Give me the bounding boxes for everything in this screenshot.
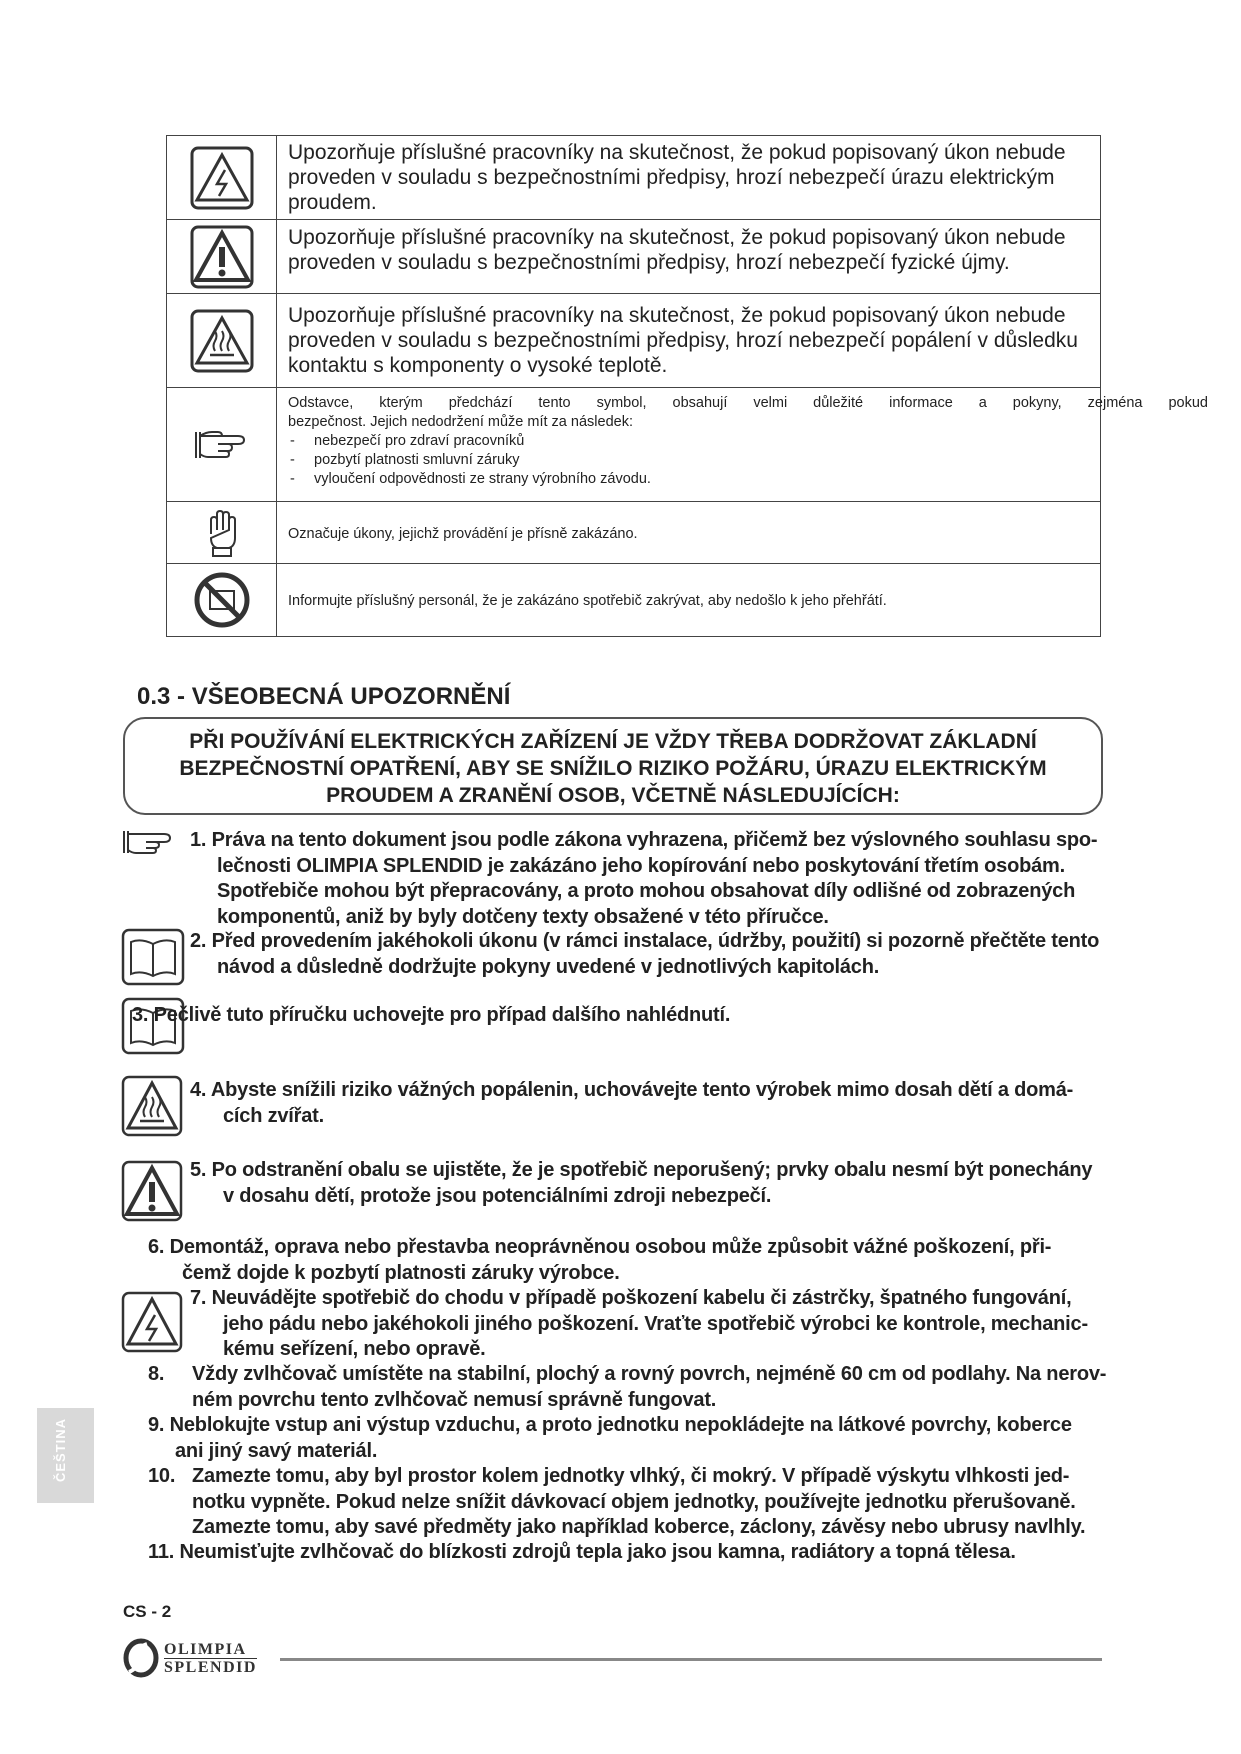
- row4-line1: Odstavce, kterým předchází tento symbol, obsahují velmi důležité informace a pokyny, zejména pokud: [288, 395, 1208, 411]
- symbol-row-hot: [167, 294, 1100, 388]
- pointing-hand-icon: [121, 829, 183, 855]
- row5-text: Označuje úkony, jejichž provádění je přísně zakázáno.: [288, 526, 638, 542]
- list-item: 2. Před provedením jakéhokoli úkonu (v rámci instalace, údržby, použití) si pozorně přečtěte tento návod a důsledně dodržujte pokyny uvedené v jednotlivých kapitolách.: [190, 930, 1100, 978]
- symbol-row-do-not-cover: [167, 564, 1100, 636]
- box-line: PROUDEM A ZRANĚNÍ OSOB, VČETNĚ NÁSLEDUJÍCÍCH:: [326, 784, 900, 807]
- row4-line2: bezpečnost. Jejich nedodržení může mít za následek:: [288, 414, 633, 430]
- row1-line1: Upozorňuje příslušné pracovníky na skutečnost, že pokud popisovaný úkon nebude: [288, 141, 1066, 164]
- section-title: 0.3 - VŠEOBECNÁ UPOZORNĚNÍ: [137, 683, 511, 710]
- list-item: 7. Neuvádějte spotřebič do chodu v případě poškození kabelu či zástrčky, špatného fungování, jeho pádu nebo jakéhokoli jiného poškození. Vraťte spotřebič výrobci ke kontrole, mechanic- kému seřízení, nebo opravě.: [190, 1287, 1088, 1360]
- list-item: 3. Pečlivě tuto příručku uchovejte pro případ dalšího nahlédnutí.: [132, 1004, 731, 1026]
- list-item: 11. Neumisťujte zvlhčovač do blízkosti zdrojů tepla jako jsou kamna, radiátory a topná tělesa.: [148, 1541, 1016, 1563]
- list-item: 5. Po odstranění obalu se ujistěte, že je spotřebič neporušený; prvky obalu nesmí být ponechány v dosahu dětí, protože jsou potenciálními zdroji nebezpečí.: [190, 1159, 1093, 1207]
- row4-item: - pozbytí platnosti smluvní záruky: [288, 451, 1208, 470]
- row2-line2: proveden v souladu s bezpečnostními předpisy, hrozí nebezpečí fyzické újmy.: [288, 251, 1010, 274]
- box-line: PŘI POUŽÍVÁNÍ ELEKTRICKÝCH ZAŘÍZENÍ JE VŽDY TŘEBA DODRŽOVAT ZÁKLADNÍ: [189, 730, 1037, 753]
- row2-line1: Upozorňuje příslušné pracovníky na skutečnost, že pokud popisovaný úkon nebude: [288, 226, 1066, 249]
- warning-icon: [121, 1160, 183, 1222]
- page-number: CS - 2: [123, 1602, 172, 1621]
- box-line: BEZPEČNOSTNÍ OPATŘENÍ, ABY SE SNÍŽILO RIZIKO POŽÁRU, ÚRAZU ELEKTRICKÝM: [179, 757, 1047, 780]
- symbol-legend-table: [166, 135, 1208, 637]
- warning-icon: [190, 225, 254, 289]
- row1-line3: proudem.: [288, 191, 377, 214]
- row1-line2: proveden v souladu s bezpečnostními předpisy, hrozí nebezpečí úrazu elektrickým: [288, 166, 1055, 189]
- read-manual-icon: [121, 928, 185, 986]
- list-item: 8. Vždy zvlhčovač umístěte na stabilní, plochý a rovný povrch, nejméně 60 cm od podlahy. Na nerov- ném povrchu tento zvlhčovač nemusí správně fungovat.: [148, 1363, 1107, 1411]
- symbol-row-forbidden: [167, 502, 1100, 564]
- symbol-row-electric: [167, 136, 1100, 220]
- row3-line2: proveden v souladu s bezpečnostními předpisy, hrozí nebezpečí popálení v důsledku: [288, 329, 1078, 352]
- do-not-cover-icon: [193, 571, 251, 629]
- list-item: 9. Neblokujte vstup ani výstup vzduchu, a proto jednotku nepokládejte na látkové povrchy, koberce ani jiný savý materiál.: [148, 1414, 1072, 1462]
- electric-hazard-icon: [190, 146, 254, 210]
- row3-line3: kontaktu s komponenty o vysoké teplotě.: [288, 354, 668, 377]
- language-tab: ČEŠTINA: [37, 1408, 94, 1503]
- list-item: 10. Zamezte tomu, aby byl prostor kolem jednotky vlhký, či mokrý. V případě výskytu vlhkosti jed- notku vypněte. Pokud nelze snížit dávkovací objem jednotky, používejte jednotku přerušovaně. Zamezte tomu, aby savé předměty jako například koberce, záclony, závěsy nebo ubrusy navlhly.: [148, 1465, 1086, 1538]
- pointing-hand-icon: [192, 428, 252, 462]
- symbol-row-important: [167, 388, 1208, 502]
- olimpia-splendid-logo: OLIMPIA SPLENDID: [121, 1638, 257, 1678]
- electric-hazard-icon: [121, 1291, 183, 1353]
- stop-hand-icon: [205, 508, 239, 558]
- hot-surface-icon: [121, 1075, 183, 1137]
- list-item: 6. Demontáž, oprava nebo přestavba neoprávněnou osobou může způsobit vážné poškození, při- čemž dojde k pozbytí platnosti záruky výrobce.: [148, 1236, 1052, 1284]
- symbol-row-hazard: [167, 220, 1100, 294]
- list-item: 1. Práva na tento dokument jsou podle zákona vyhrazena, přičemž bez výslovného souhlasu spo- lečnosti OLIMPIA SPLENDID je zakázáno jeho kopírování nebo poskytování třetím osobám. Spotřebiče mohou být přepracovány, a proto mohou obsahovat díly odlišné od zobrazených komponentů, aniž by byly dotčeny texty obsažené v této příručce.: [190, 829, 1098, 928]
- logo-mark-icon: [121, 1638, 161, 1678]
- hot-surface-icon: [190, 309, 254, 373]
- footer-rule: [280, 1658, 1102, 1661]
- row6-text: Informujte příslušný personál, že je zakázáno spotřebič zakrývat, aby nedošlo k jeho přehřátí.: [288, 593, 887, 609]
- row4-item: - nebezpečí pro zdraví pracovníků: [288, 432, 1208, 451]
- list-item: 4. Abyste snížili riziko vážných popálenin, uchovávejte tento výrobek mimo dosah dětí a domá- cích zvířat.: [190, 1079, 1074, 1127]
- row4-item: - vyloučení odpovědnosti ze strany výrobního závodu.: [288, 470, 1208, 489]
- row3-line1: Upozorňuje příslušné pracovníky na skutečnost, že pokud popisovaný úkon nebude: [288, 304, 1066, 327]
- general-warning-box: [123, 717, 1103, 815]
